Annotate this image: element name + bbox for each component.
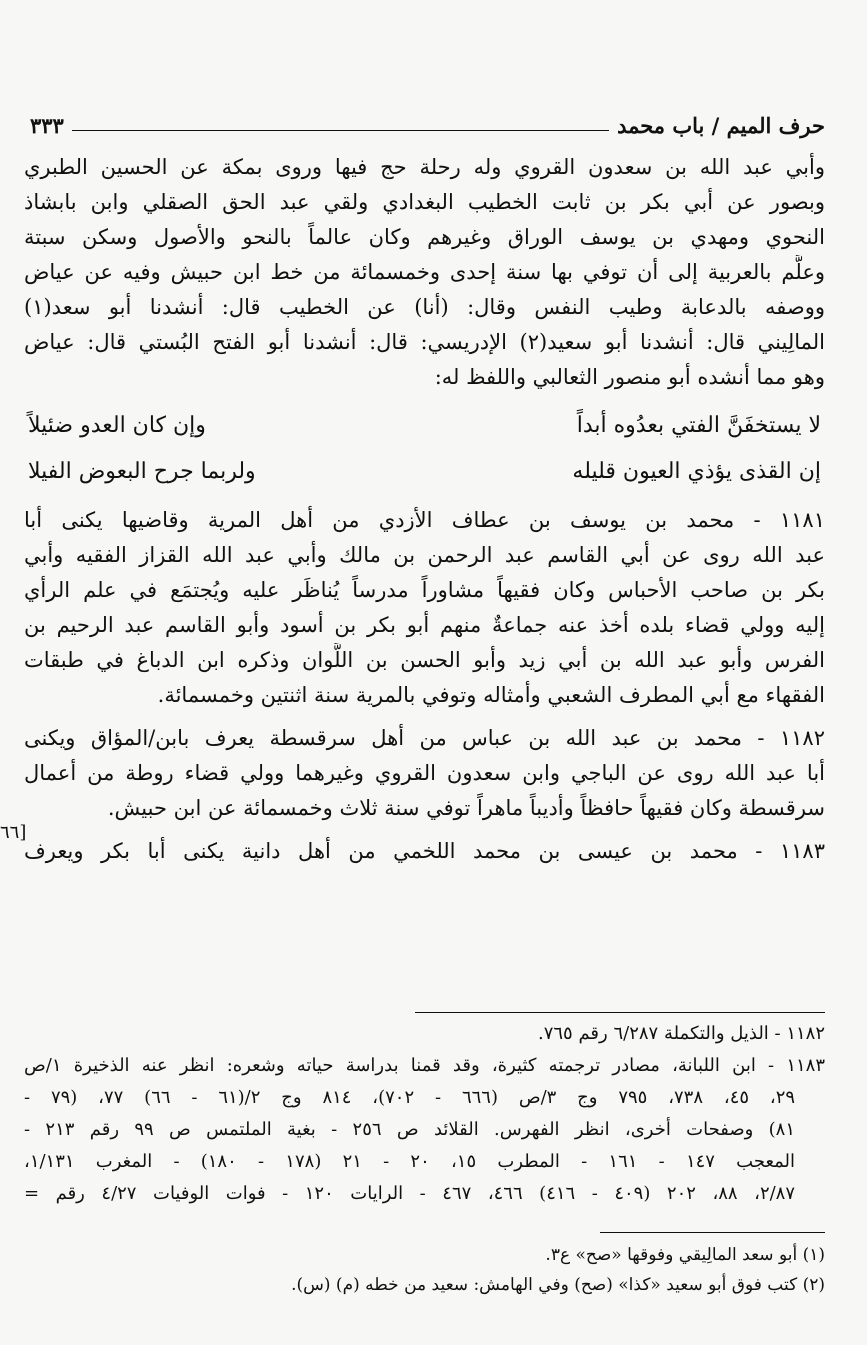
- text-line: ١١٨٢ - محمد بن عبد الله بن عباس من أهل سرقسطة يعرف بابن/المؤاق ويكنى: [24, 726, 825, 750]
- reference-line: ٨١) وصفحات أخرى، انظر الفهرس. القلائد ص ٢٥٦ - بغية الملتمس ص ٩٩ رقم ٢١٣ -: [24, 1119, 795, 1140]
- hemistich-first: إن القذى يؤذي العيون قليله: [572, 459, 821, 484]
- note-line: (١) أبو سعد المالِيقي وفوقها «صح» ع٣.: [545, 1245, 825, 1265]
- text-line: المالِيني قال: أنشدنا أبو سعيد(٢) الإدريسي: قال: أنشدنا أبو الفتح البُستي قال: عياض: [24, 330, 825, 354]
- reference-line: ٢٩، ٤٥، ٧٣٨، ٧٩٥ وج ٣/ص (٦٦٦ - ٧٠٢)، ٨١٤ وج ٢/(٦١ - ٦٦) ٧٧، (٧٩ -: [24, 1087, 796, 1108]
- text-line: سرقسطة وكان فقيهاً حافظاً وأديباً ماهراً توفي سنة ثلاث وخمسمائة عن ابن حبيش.: [107, 796, 825, 820]
- text-line: وبصور عن أبي بكر بن ثابت الخطيب البغدادي ولقي عبد الحق الصقلي وابن بابشاذ: [24, 190, 825, 214]
- reference-line: ٢/٨٧، ٨٨، ٢٠٢ (٤٠٩ - ٤١٦) ٤٦٦، ٤٦٧ - الرايات ١٢٠ - فوات الوفيات ٤/٢٧ رقم =: [24, 1183, 796, 1204]
- main-text: [24, 150, 825, 869]
- reference-line: ١١٨٣ - ابن اللبانة، مصادر ترجمته كثيرة، وقد قمنا بدراسة حياته وشعره: انظر عنه الذخيرة ١/ص: [24, 1055, 825, 1076]
- text-line: ١١٨١ - محمد بن يوسف بن عطاف الأزدي من أهل المرية وقاضيها يكنى أبا: [24, 508, 825, 532]
- hemistich-second: وإن كان العدو ضئيلاً: [28, 413, 206, 438]
- entry-1183: [24, 834, 825, 869]
- text-line: النحوي ومهدي بن يوسف الوراق وغيرهم وكان عالماً بالنحو والأصول وسكن سبتة: [24, 225, 825, 249]
- header-rule: [72, 130, 609, 131]
- text-line: ووصفه بالدعابة وطيب النفس وقال: (أنا) عن الخطيب قال: أنشدنا أبو سعد(١): [24, 295, 825, 319]
- paragraph-continuation: [24, 150, 825, 395]
- notes-rule: [600, 1232, 825, 1233]
- entry-1182: [24, 721, 825, 826]
- note-line: (٢) كتب فوق أبو سعيد «كذا» (صح) وفي الهامش: سعيد من خطه (م) (س).: [291, 1275, 825, 1295]
- entry-1181: [24, 503, 825, 713]
- editor-notes: [24, 1240, 825, 1300]
- text-line: وعلَّم بالعربية إلى أن توفي بها سنة إحدى وخمسمائة من خط ابن حبيش وفيه عن عياض: [24, 260, 825, 284]
- text-line: الفرس وأبو عبد الله بن أبي زيد وأبو الحسن بن اللَّوان وذكره ابن الدباغ في طبقات: [24, 648, 825, 672]
- running-head: حرف الميم / باب محمد: [617, 113, 825, 138]
- text-line: وهو مما أنشده أبو منصور الثعالبي واللفظ له:: [434, 365, 825, 389]
- text-line: وأبي عبد الله بن سعدون القروي وله رحلة حج فيها وروى بمكة عن الحسين الطبري: [24, 155, 825, 179]
- source-references: [24, 1018, 825, 1210]
- reference-line: ١١٨٢ - الذيل والتكملة ٦/٢٨٧ رقم ٧٦٥.: [537, 1023, 825, 1044]
- page-header: [30, 108, 825, 138]
- hemistich-second: ولربما جرح البعوض الفيلا: [28, 459, 256, 484]
- margin-marker: [٦٦: [0, 822, 27, 843]
- verse-line: [24, 449, 825, 495]
- text-line: بكر بن صاحب الأحباس وكان فقيهاً مشاوراً مدرساً يُناظَر عليه ويُجتمَع في علم الرأي: [24, 578, 825, 602]
- text-line: أبا عبد الله روى عن الباجي وابن سعدون القروي وغيرهما وولي قضاء روطة من أعمال: [24, 761, 825, 785]
- text-line: الفقهاء مع أبي المطرف الشعبي وأمثاله وتوفي بالمرية سنة اثنتين وخمسمائة.: [157, 683, 825, 707]
- hemistich-first: لا يستخفَنَّ الفتي بعدُوه أبداً: [576, 413, 821, 438]
- text-line: إليه وولي قضاء بلده أخذ عنه جماعةٌ منهم أبو بكر بن أسود وأبو القاسم عبد الرحيم بن: [24, 613, 825, 637]
- reference-line: المعجب ١٤٧ - ١٦١ - المطرب ١٥، ٢٠ - ٢١ (١٧٨ - ١٨٠) - المغرب ١/١٣١،: [24, 1151, 796, 1172]
- references-rule: [415, 1012, 825, 1013]
- poem: [24, 403, 825, 495]
- text-line: عبد الله روى عن أبي القاسم عبد الرحمن بن مالك وأبي عبد الله القزاز الفقيه وأبي: [24, 543, 825, 567]
- verse-line: [24, 403, 825, 449]
- text-line: ١١٨٣ - محمد بن عيسى بن محمد اللخمي من أهل دانية يكنى أبا بكر ويعرف: [24, 839, 825, 863]
- page-number: ٣٣٣: [30, 113, 64, 138]
